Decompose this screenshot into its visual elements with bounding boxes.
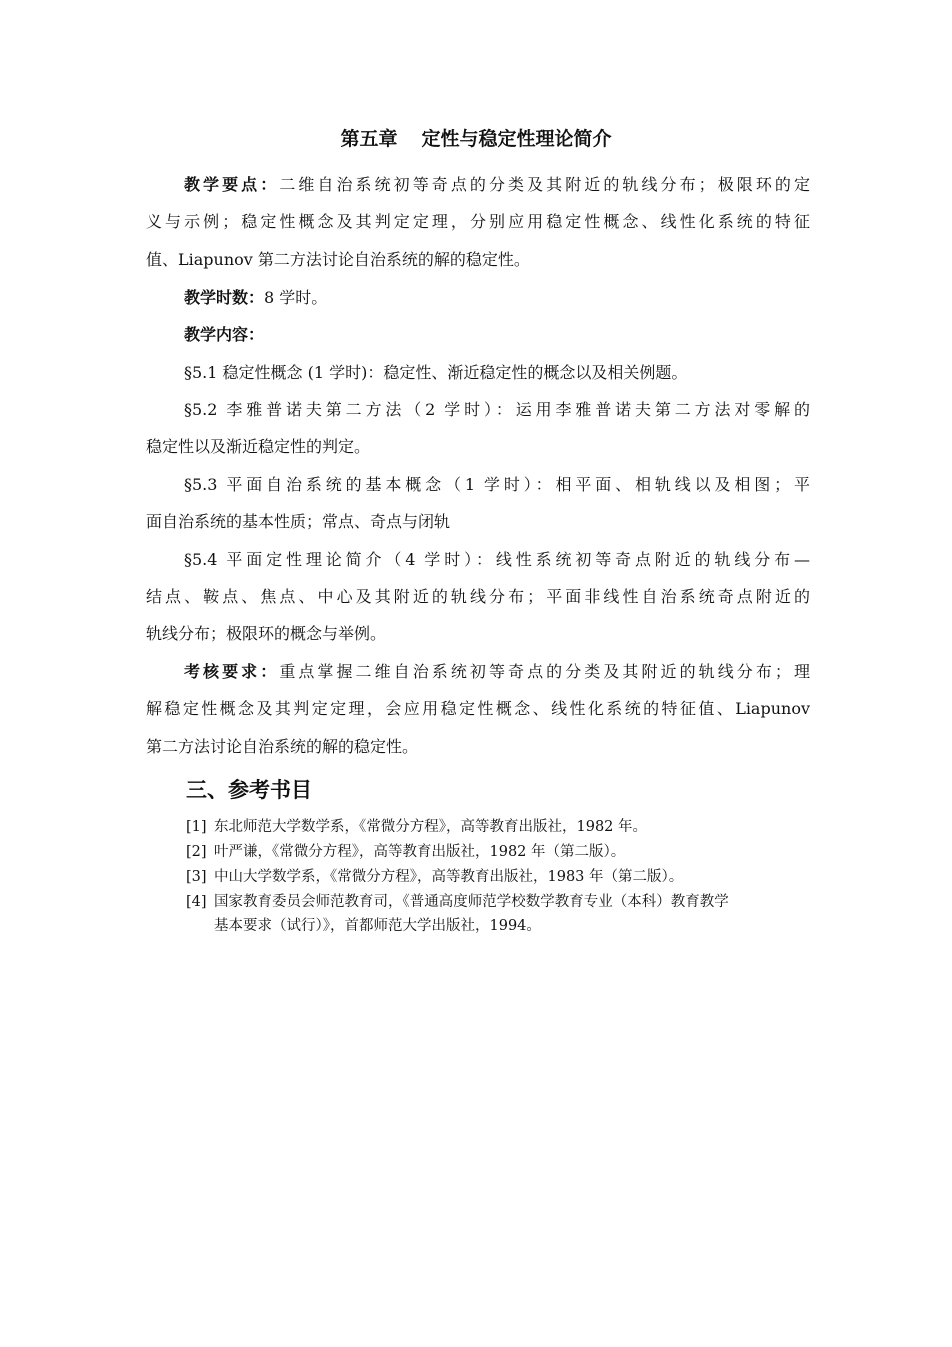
- reference-number: [2]: [186, 844, 207, 860]
- assessment-line-3: 第二方法讨论自治系统的解的稳定性。: [146, 737, 419, 756]
- key-points-line-1: [184, 174, 810, 196]
- key-points-text-1: 二维自治系统初等奇点的分类及其附近的轨线分布；极限环的定: [279, 175, 810, 194]
- key-points-label: 教学要点：: [184, 175, 280, 194]
- section-5-4-line-2: 结点、鞍点、焦点、中心及其附近的轨线分布；平面非线性自治系统奇点附近的: [146, 587, 810, 606]
- reference-text: 叶严谦，《常微分方程》，高等教育出版社，1982 年（第二版）。: [214, 844, 626, 860]
- reference-item: [186, 892, 810, 912]
- section-5-2-line-1: §5.2 李雅普诺夫第二方法（2 学时）：运用李雅普诺夫第二方法对零解的: [184, 400, 810, 419]
- section-5-4-line-1: §5.4 平面定性理论简介（4 学时）：线性系统初等奇点附近的轨线分布—: [184, 550, 810, 569]
- hours-label: 教学时数：: [184, 288, 265, 307]
- reference-text: 东北师范大学数学系，《常微分方程》，高等教育出版社，1982 年。: [214, 819, 648, 835]
- reference-number: [3]: [186, 869, 207, 885]
- reference-number: [1]: [186, 819, 207, 835]
- section-5-4-line-3: 轨线分布；极限环的概念与举例。: [146, 624, 387, 643]
- chapter-number: 第五章: [340, 128, 398, 150]
- reference-item: [186, 842, 810, 862]
- references-heading: 三、参考书目: [186, 778, 312, 802]
- key-points-line-3: 值、Liapunov 第二方法讨论自治系统的解的稳定性。: [146, 250, 530, 269]
- assessment-line-2: 解稳定性概念及其判定定理，会应用稳定性概念、线性化系统的特征值、Liapunov: [146, 699, 810, 718]
- assessment-label: 考核要求：: [184, 662, 280, 681]
- section-5-3-line-2: 面自治系统的基本性质；常点、奇点与闭轨: [146, 512, 451, 531]
- section-5-3-line-1: §5.3 平面自治系统的基本概念（1 学时）：相平面、相轨线以及相图；平: [184, 475, 810, 494]
- key-points-line-2: 义与示例；稳定性概念及其判定定理，分别应用稳定性概念、线性化系统的特征: [146, 212, 810, 231]
- hours-line: [184, 287, 810, 309]
- assessment-text-1: 重点掌握二维自治系统初等奇点的分类及其附近的轨线分布；理: [279, 662, 810, 681]
- reference-text: 国家教育委员会师范教育司，《普通高度师范学校数学教育专业（本科）教育教学: [214, 894, 729, 910]
- reference-item: [186, 867, 810, 887]
- assessment-line-1: [184, 661, 810, 683]
- chapter-title-text: 定性与稳定性理论简介: [421, 128, 612, 150]
- chapter-title: [0, 124, 952, 151]
- section-5-1: §5.1 稳定性概念 (1 学时)：稳定性、渐近稳定性的概念以及相关例题。: [184, 363, 688, 382]
- reference-item-continuation: 基本要求（试行）》，首都师范大学出版社，1994。: [214, 918, 541, 934]
- reference-text: 中山大学数学系，《常微分方程》，高等教育出版社，1983 年（第二版）。: [214, 869, 684, 885]
- reference-number: [4]: [186, 894, 207, 910]
- hours-value: 8 学时。: [264, 288, 328, 307]
- reference-item: [186, 817, 810, 837]
- content-label: 教学内容：: [184, 325, 265, 344]
- section-5-2-line-2: 稳定性以及渐近稳定性的判定。: [146, 437, 371, 456]
